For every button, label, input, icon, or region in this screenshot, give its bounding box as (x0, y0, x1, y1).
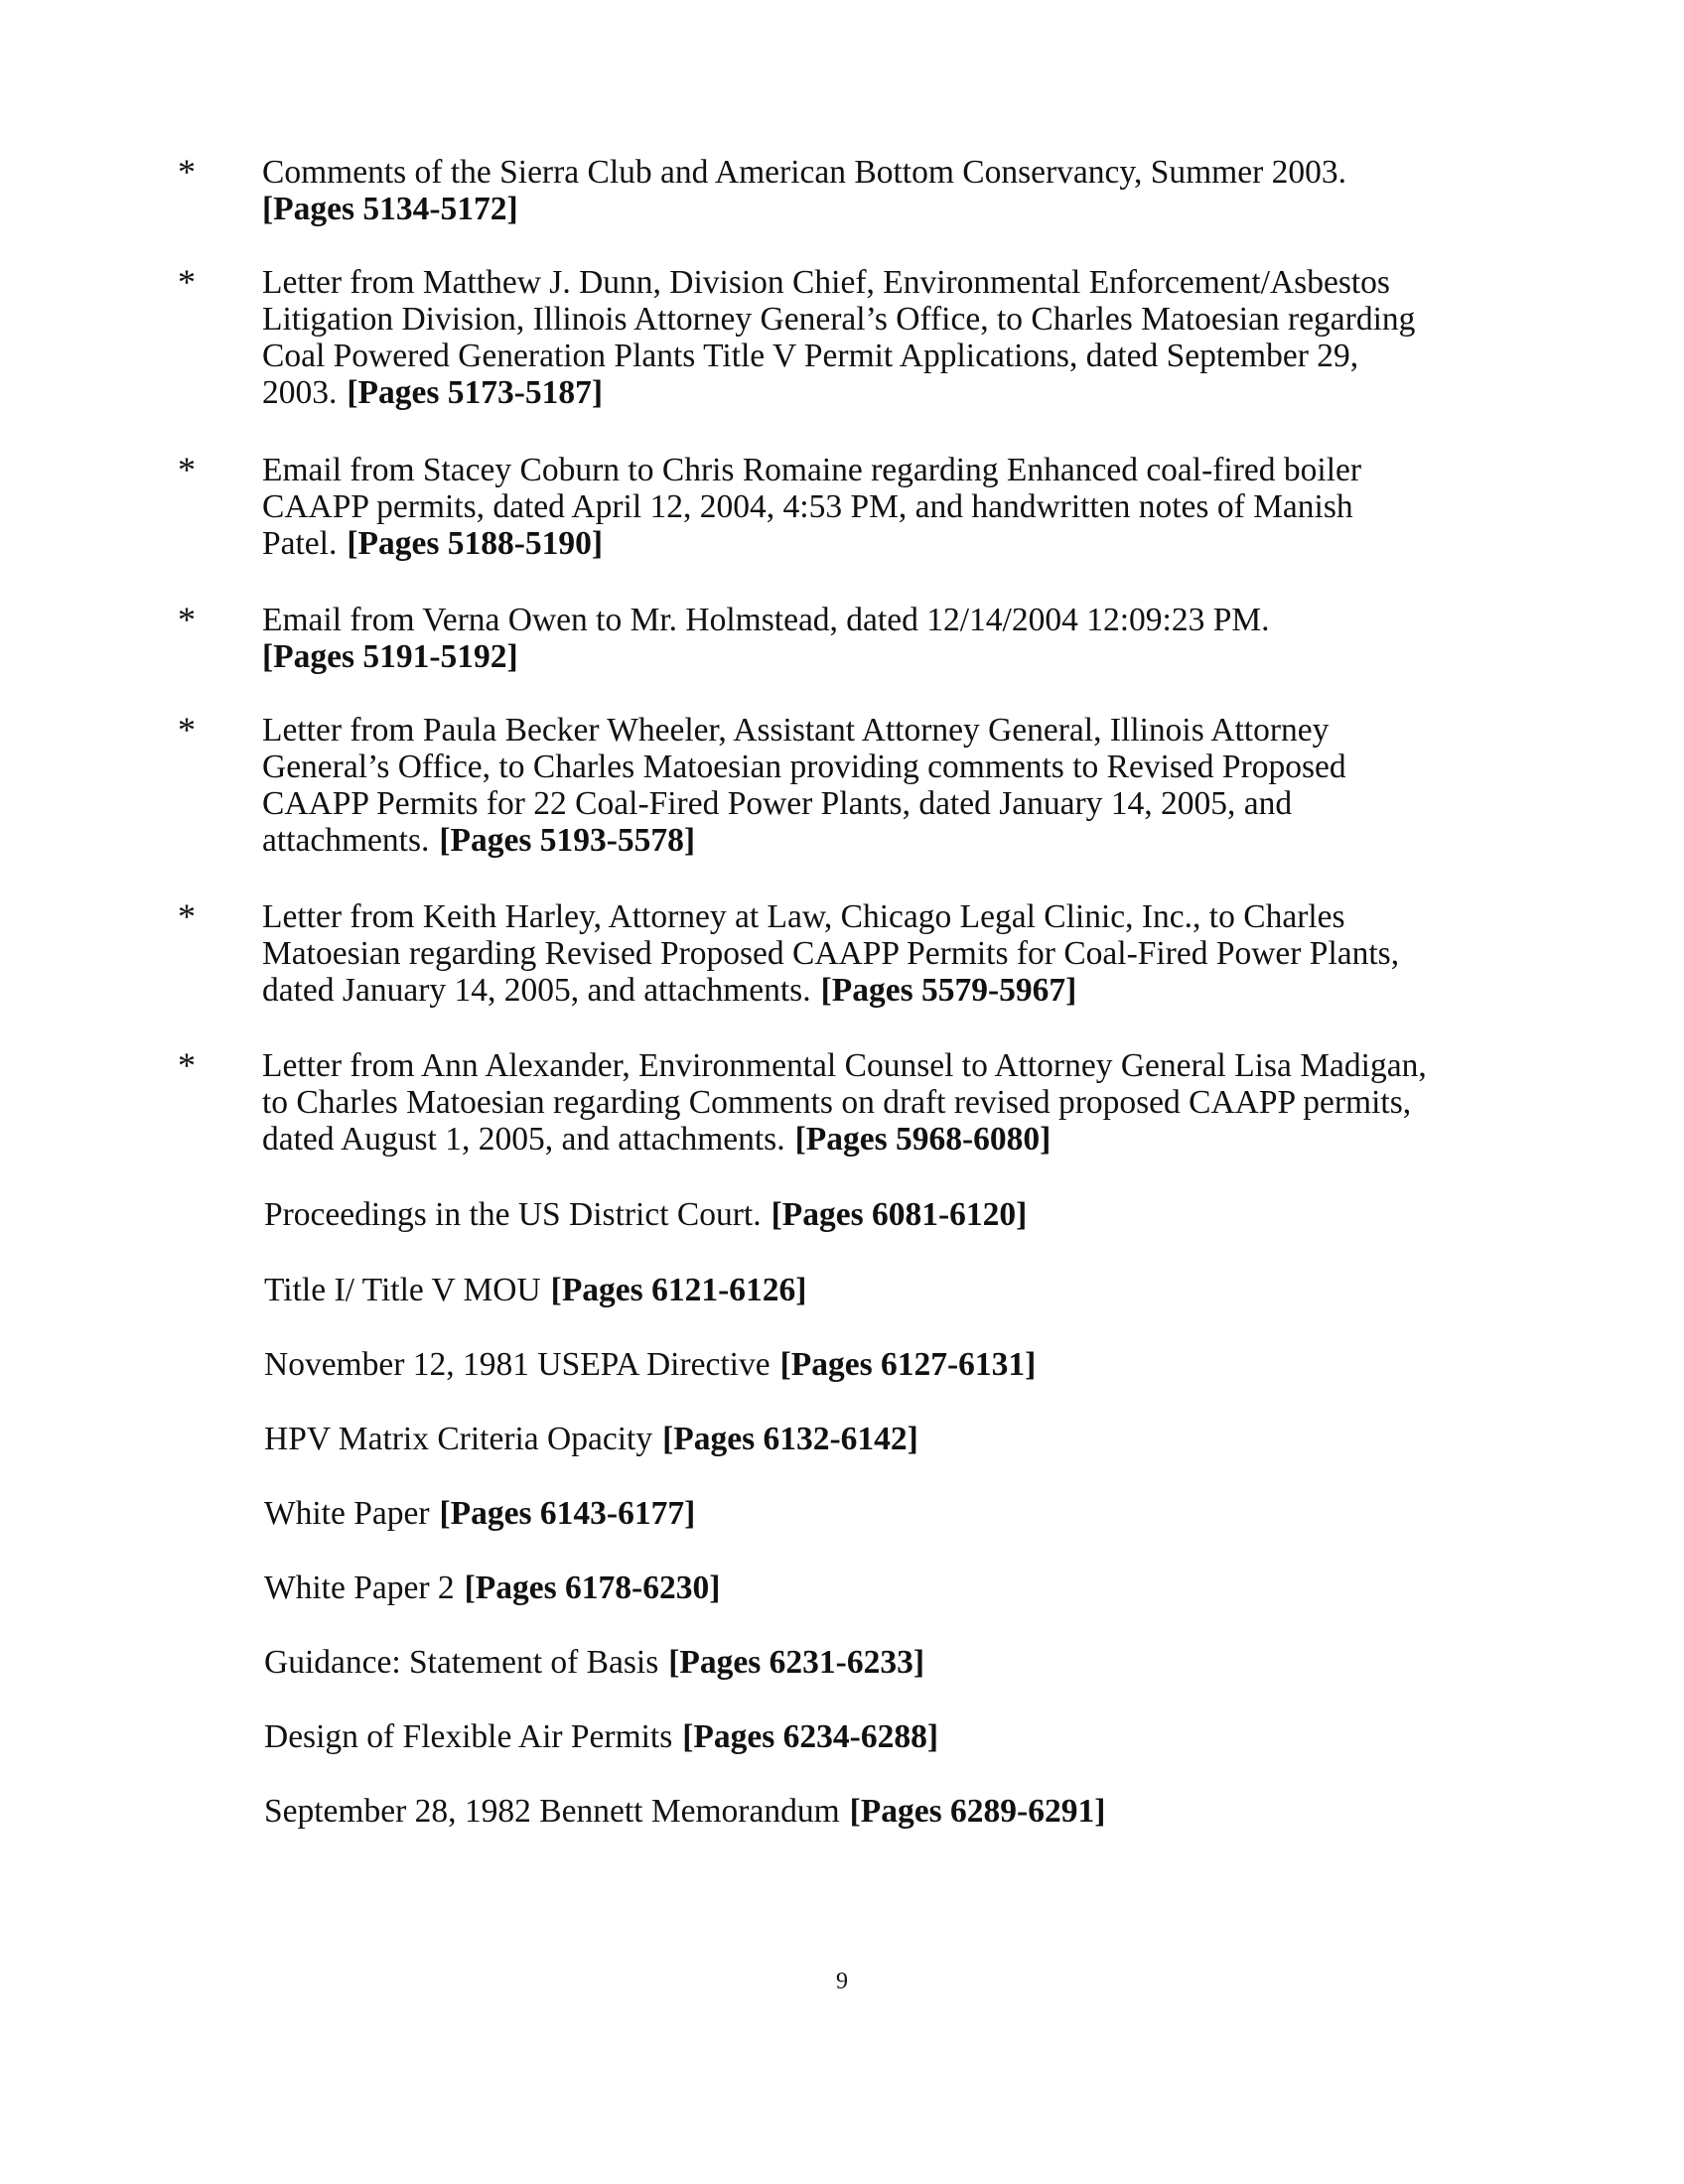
list-item (178, 896, 1454, 1009)
item-description: White Paper 2 (264, 1570, 455, 1606)
page-range: [Pages 6081-6120] (771, 1196, 1028, 1233)
list-item (264, 1421, 918, 1457)
page-range: [Pages 5173-5187] (347, 374, 604, 411)
page-number: 9 (836, 1969, 848, 1994)
page-range: [Pages 5579-5967] (820, 972, 1077, 1009)
page-range: [Pages 6132-6142] (662, 1421, 918, 1457)
item-description: Guidance: Statement of Basis (264, 1644, 659, 1681)
bullet-asterisk: * (178, 896, 196, 936)
list-item (264, 1272, 806, 1308)
list-item (264, 1644, 924, 1681)
item-description: Letter from Matthew J. Dunn, Division Chief, Environmental Enforcement/Asbestos Litigation Division, Illinois Attorney General’s Office, to Charles Matoesian regarding Coal Powered Generation Plants Title V Permit Applications, dated September 29, 2003. (262, 264, 1416, 411)
list-item (264, 1793, 1105, 1830)
page-range: [Pages 6231-6233] (668, 1644, 924, 1681)
list-item (178, 1045, 1454, 1158)
item-description: September 28, 1982 Bennett Memorandum (264, 1793, 840, 1830)
list-item (178, 450, 1454, 562)
item-description: Email from Verna Owen to Mr. Holmstead, dated 12/14/2004 12:09:23 PM. (262, 602, 1270, 638)
item-description: Comments of the Sierra Club and American Bottom Conservancy, Summer 2003. (262, 154, 1346, 191)
bullet-asterisk: * (178, 1045, 196, 1085)
item-description: November 12, 1981 USEPA Directive (264, 1346, 771, 1383)
page-range: [Pages 5191-5192] (262, 638, 518, 675)
list-item (178, 262, 1454, 411)
list-item (178, 152, 1454, 227)
list-item (178, 600, 1454, 675)
bullet-asterisk: * (178, 450, 196, 489)
list-item (264, 1346, 1036, 1383)
bullet-asterisk: * (178, 152, 196, 192)
page-range: [Pages 6289-6291] (849, 1793, 1106, 1830)
item-description: HPV Matrix Criteria Opacity (264, 1421, 653, 1457)
list-item (264, 1718, 938, 1755)
bullet-asterisk: * (178, 600, 196, 639)
item-description: White Paper (264, 1495, 430, 1532)
page-range: [Pages 6127-6131] (779, 1346, 1037, 1383)
list-item (264, 1495, 695, 1532)
page-range: [Pages 6143-6177] (439, 1495, 696, 1532)
page-range: [Pages 6178-6230] (464, 1570, 721, 1606)
page-range: [Pages 5188-5190] (347, 525, 604, 562)
page-range: [Pages 5968-6080] (794, 1121, 1052, 1158)
bullet-asterisk: * (178, 710, 196, 750)
bullet-asterisk: * (178, 262, 196, 302)
page-range: [Pages 5193-5578] (439, 822, 696, 859)
item-description: Letter from Ann Alexander, Environmental Counsel to Attorney General Lisa Madigan, to Charles Matoesian regarding Comments on draft revised proposed CAAPP permits, dated August 1, 2005, and attachments. (262, 1047, 1427, 1158)
page-range: [Pages 5134-5172] (262, 191, 518, 227)
item-description: Letter from Keith Harley, Attorney at Law, Chicago Legal Clinic, Inc., to Charles Matoesian regarding Revised Proposed CAAPP Permits for Coal-Fired Power Plants, dated January 14, 2005, and attachments. (262, 898, 1400, 1009)
list-item (264, 1196, 1027, 1233)
item-description: Design of Flexible Air Permits (264, 1718, 673, 1755)
item-description: Email from Stacey Coburn to Chris Romaine regarding Enhanced coal-fired boiler CAAPP permits, dated April 12, 2004, 4:53 PM, and handwritten notes of Manish Patel. (262, 452, 1362, 562)
item-description: Title I/ Title V MOU (264, 1272, 541, 1308)
item-description: Letter from Paula Becker Wheeler, Assistant Attorney General, Illinois Attorney General’s Office, to Charles Matoesian providing comments to Revised Proposed CAAPP Permits for 22 Coal-Fired Power Plants, dated January 14, 2005, and attachments. (262, 712, 1346, 859)
page-range: [Pages 6121-6126] (550, 1272, 807, 1308)
item-description: Proceedings in the US District Court. (264, 1196, 762, 1233)
list-item (264, 1570, 720, 1606)
page-range: [Pages 6234-6288] (682, 1718, 938, 1755)
list-item (178, 710, 1454, 859)
